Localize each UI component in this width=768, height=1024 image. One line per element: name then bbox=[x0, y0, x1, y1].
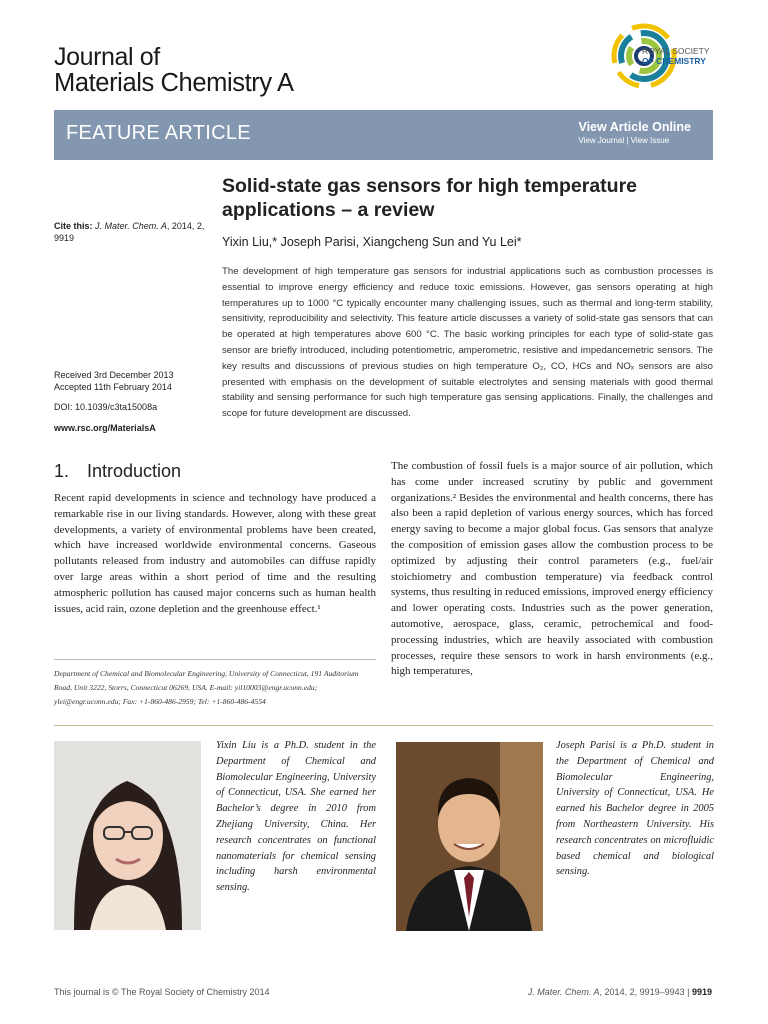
link-separator: | bbox=[624, 136, 631, 145]
author-bio-yixin-liu: Yixin Liu is a Ph.D. student in the Department of Chemical and Biomolecular Engineering, University of Connecticut, USA. She earned her Bachelor’s degree in 2010 from Zhejiang University, China. Her research concentrates on functional nanomaterials for chemical sensing including harsh environmental sensing. bbox=[216, 740, 376, 894]
body-column-left: Recent rapid developments in science and technology have produced a remarkable rise in our living standards. However, along with these great developments, a variety of environmental problems have been created, which have increased worldwide environmental concerns. Gaseous pollutants released from industry and automobiles can diffuse rapidly over large areas within a short period of time and the resulting atmospheric pollution has caused major concerns such as human health issues, acid rain, ozone depletion and the greenhouse effect.¹ bbox=[54, 492, 376, 615]
journal-title-line1: Journal of bbox=[54, 43, 160, 71]
feature-banner bbox=[54, 110, 713, 160]
portrait-icon bbox=[54, 741, 201, 930]
abstract: The development of high temperature gas sensors for industrial applications such as combustion processes is essential to improve energy efficiency and reduce toxic emissions. However, gas sensors operating at high temperatures up to 1000 °C typically encounter many challenging issues, such as thermal and long-term stability, sensitivity, reproducibility and selectivity. This feature article discusses a variety of solid-state gas sensors that can be operated at high temperatures above 600 °C. The basic working principles for each type of solid-state gas sensor are briefly introduced, including potentiometric, amperometric, resistive and impedancemetric sensors. The key results and discussions of previous studies on high temperature O₂, CO, HCs and NOₓ sensors are also presented with emphasis on the development of suitable electrolytes and sensing materials with good thermal stability and sensing performance for such high temperature gas sensing applications. Finally, the challenges and scope for future development are discussed. bbox=[222, 266, 713, 420]
publisher-name bbox=[642, 46, 710, 66]
cite-this bbox=[54, 220, 210, 244]
author-bio-joseph-parisi: Joseph Parisi is a Ph.D. student in the Department of Chemical and Biomolecular Engineering, University of Connecticut, USA. He earned his Bachelor degree in 2005 from Northeastern University. His research concentrates on microfluidic based chemical and biological sensing. bbox=[556, 740, 714, 878]
article-title: Solid-state gas sensors for high temperature applications – a review bbox=[222, 175, 638, 221]
dates bbox=[54, 369, 174, 393]
journal-title bbox=[54, 44, 384, 96]
portrait-icon bbox=[396, 742, 543, 931]
footer-journal: J. Mater. Chem. A bbox=[527, 987, 600, 997]
author-photo-joseph-parisi bbox=[396, 742, 543, 931]
received-date: Received 3rd December 2013 bbox=[54, 370, 174, 380]
accepted-date: Accepted 11th February 2014 bbox=[54, 382, 172, 392]
footer-citation bbox=[528, 987, 712, 997]
cite-label: Cite this: bbox=[54, 221, 93, 231]
affiliation-divider bbox=[54, 659, 376, 660]
view-issue-link[interactable]: View Issue bbox=[630, 136, 670, 145]
cite-rest: , 2014, 2, 9919 bbox=[54, 221, 205, 243]
author-photo-yixin-liu bbox=[54, 741, 201, 930]
article-authors: Yixin Liu,* Joseph Parisi, Xiangcheng Sun and Yu Lei* bbox=[222, 235, 522, 249]
bio-divider bbox=[54, 725, 713, 726]
publisher-line1: ROYAL SOCIETY bbox=[642, 46, 710, 56]
body-column-right: The combustion of fossil fuels is a major source of air pollution, which has come under increased scrutiny by public and government organizations.² Besides the environmental and health concerns, there has also been a rapid depletion of various energy sources, which has forced energy saving to become a major global focus. Gas sensors that analyze the composition of emission gases allow the combustion process to be optimized by adjusting their control parameters (e.g., fuel/air stoichiometry and combustion temperature) via feedback control systems, thus resulting in reduced emissions, improved energy efficiency and lower operating costs. Industries such as the power generation, automotive, aerospace, glass, ceramic, petrochemical and food-processing industries, which are heavily associated with combustion processes, require these sensors to work in harsh environments (e.g., high temperatures, bbox=[391, 460, 713, 678]
section-heading-introduction: 1. Introduction bbox=[54, 461, 182, 481]
banner-links bbox=[578, 136, 691, 145]
journal-url-link[interactable]: www.rsc.org/MaterialsA bbox=[54, 423, 156, 433]
footer-citation-text: , 2014, 2, 9919–9943 | bbox=[599, 987, 692, 997]
doi[interactable]: DOI: 10.1039/c3ta15008a bbox=[54, 402, 158, 412]
view-journal-link[interactable]: View Journal bbox=[578, 136, 625, 145]
publisher-line2: OF CHEMISTRY bbox=[642, 56, 706, 66]
footer-copyright: This journal is © The Royal Society of Chemistry 2014 bbox=[54, 987, 270, 997]
banner-links-group bbox=[578, 120, 691, 145]
page-number: 9919 bbox=[691, 987, 712, 997]
article-type-label: FEATURE ARTICLE bbox=[66, 122, 251, 144]
author-affiliation: Department of Chemical and Biomolecular Engineering, University of Connecticut, 191 Auditorium Road, Unit 3222, Storrs, Connecticut 06269, USA. E-mail: yil10003@engr.uconn.edu; ylei@engr.uconn.edu; Fax: +1-860-486-2959; Tel: +1-860-486-4554 bbox=[54, 669, 359, 706]
journal-title-line2: Materials Chemistry A bbox=[54, 69, 294, 97]
cite-journal: J. Mater. Chem. A bbox=[95, 221, 167, 231]
view-article-online-link[interactable]: View Article Online bbox=[578, 120, 691, 134]
